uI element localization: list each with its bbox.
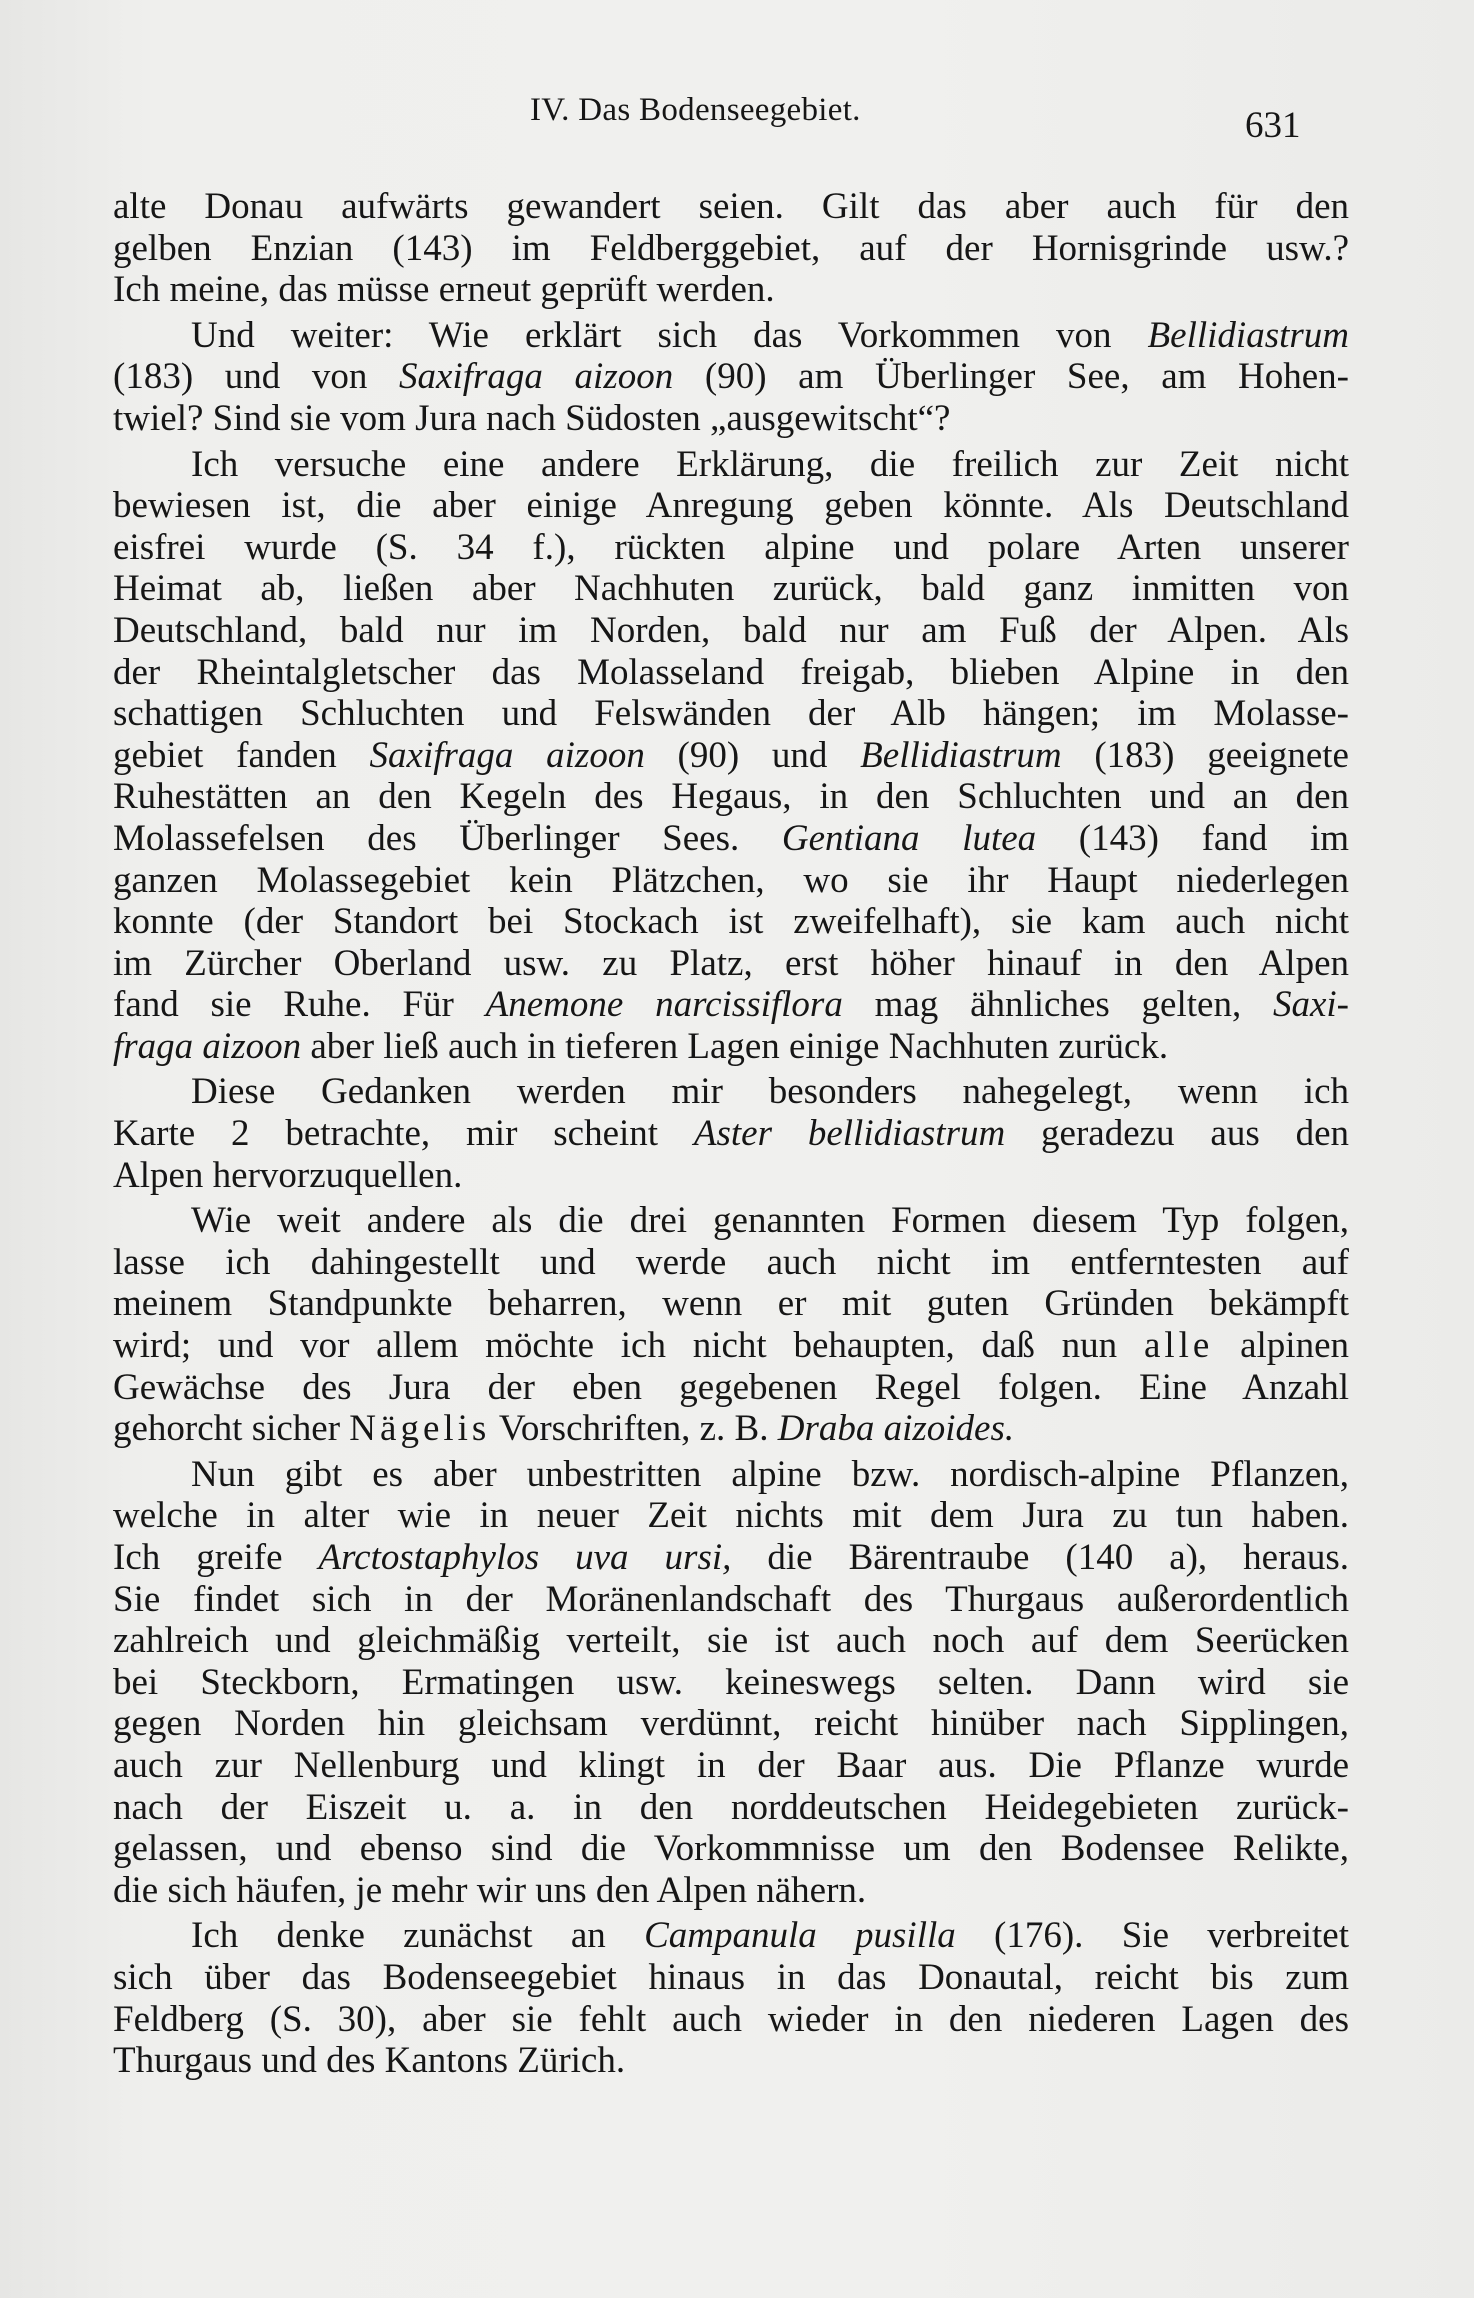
page-number: 631	[1245, 105, 1301, 146]
text-line: ganzen Molassegebiet kein Plätzchen, wo sie ihr Haupt niederlegen	[113, 859, 1349, 901]
text-line: eisfrei wurde (S. 34 f.), rückten alpine und polare Arten unserer	[113, 526, 1349, 568]
text-line: die sich häufen, je mehr wir uns den Alpen nähern.	[113, 1869, 867, 1911]
text-line: bei Steckborn, Ermatingen usw. keineswegs selten. Dann wird sie	[113, 1661, 1349, 1703]
text-line: Molassefelsen des Überlinger Sees. Gentiana lutea (143) fand im	[113, 817, 1350, 859]
text-line: Ruhestätten an den Kegeln des Hegaus, in den Schluchten und an den	[113, 776, 1349, 818]
text-line: gegen Norden hin gleichsam verdünnt, reicht hinüber nach Sipplingen,	[113, 1703, 1349, 1745]
page-body	[113, 186, 1349, 2082]
text-line: Sie findet sich in der Moränenlandschaft des Thurgaus außerordentlich	[113, 1578, 1349, 1620]
text-line: der Rheintalgletscher das Molasseland freigab, blieben Alpine in den	[113, 651, 1349, 693]
text-line: konnte (der Standort bei Stockach ist zweifelhaft), sie kam auch nicht	[113, 901, 1349, 943]
text-line: gelben Enzian (143) im Feldberggebiet, auf der Hornisgrinde usw.?	[113, 227, 1349, 269]
text-line: fand sie Ruhe. Für Anemone narcissiflora mag ähnliches gelten, Saxi-	[113, 984, 1349, 1026]
text-line: Wie weit andere als die drei genannten Formen diesem Typ folgen,	[191, 1200, 1349, 1242]
text-line: Nun gibt es aber unbestritten alpine bzw. nordisch-alpine Pflanzen,	[191, 1453, 1349, 1495]
text-line: Diese Gedanken werden mir besonders nahegelegt, wenn ich	[191, 1071, 1349, 1113]
text-line: fraga aizoon aber ließ auch in tieferen Lagen einige Nachhuten zurück.	[113, 1025, 1169, 1067]
text-line: Ich meine, das müsse erneut geprüft werden.	[113, 269, 775, 311]
text-line: sich über das Bodenseegebiet hinaus in das Donautal, reicht bis zum	[113, 1956, 1349, 1998]
text-line: (183) und von Saxifraga aizoon (90) am Überlinger See, am Hohen-	[113, 356, 1349, 398]
text-line: meinem Standpunkte beharren, wenn er mit guten Gründen bekämpft	[113, 1283, 1349, 1325]
text-line: Und weiter: Wie erklärt sich das Vorkommen von Bellidiastrum	[191, 314, 1349, 356]
text-line: welche in alter wie in neuer Zeit nichts mit dem Jura zu tun haben.	[113, 1495, 1349, 1537]
text-line: twiel? Sind sie vom Jura nach Südosten „ausgewitscht“?	[113, 397, 951, 439]
text-line: Thurgaus und des Kantons Zürich.	[113, 2040, 626, 2082]
text-line: lasse ich dahingestellt und werde auch nicht im entferntesten auf	[113, 1241, 1349, 1283]
text-line: Feldberg (S. 30), aber sie fehlt auch wieder in den niederen Lagen des	[113, 1998, 1349, 2040]
text-line: bewiesen ist, die aber einige Anregung geben könnte. Als Deutschland	[113, 485, 1349, 527]
text-line: gehorcht sicher Nägelis Vorschriften, z. B. Draba aizoides.	[113, 1408, 1015, 1450]
text-line: Ich denke zunächst an Campanula pusilla (176). Sie verbreitet	[191, 1915, 1350, 1957]
text-line: alte Donau aufwärts gewandert seien. Gilt das aber auch für den	[113, 186, 1349, 227]
text-line: Deutschland, bald nur im Norden, bald nur am Fuß der Alpen. Als	[113, 609, 1349, 651]
text-line: Ich greife Arctostaphylos uva ursi, die Bärentraube (140 a), heraus.	[113, 1537, 1349, 1578]
text-line: gelassen, und ebenso sind die Vorkommnisse um den Bodensee Relikte,	[113, 1828, 1349, 1870]
running-head: IV. Das Bodenseegebiet.	[530, 92, 861, 128]
text-line: Heimat ab, ließen aber Nachhuten zurück, bald ganz inmitten von	[113, 568, 1349, 610]
text-line: Ich versuche eine andere Erklärung, die freilich zur Zeit nicht	[191, 443, 1349, 485]
text-line: nach der Eiszeit u. a. in den norddeutschen Heidegebieten zurück-	[113, 1786, 1349, 1828]
text-line: wird; und vor allem möchte ich nicht behaupten, daß nun alle alpinen	[113, 1325, 1349, 1367]
text-line: auch zur Nellenburg und klingt in der Baar aus. Die Pflanze wurde	[113, 1744, 1349, 1786]
text-line: im Zürcher Oberland usw. zu Platz, erst höher hinauf in den Alpen	[113, 942, 1349, 984]
text-line: zahlreich und gleichmäßig verteilt, sie ist auch noch auf dem Seerücken	[113, 1620, 1349, 1662]
text-line: Gewächse des Jura der eben gegebenen Regel folgen. Eine Anzahl	[113, 1366, 1349, 1408]
text-line: Alpen hervorzuquellen.	[113, 1154, 463, 1196]
text-line: gebiet fanden Saxifraga aizoon (90) und Bellidiastrum (183) geeignete	[113, 734, 1349, 776]
text-line: Karte 2 betrachte, mir scheint Aster bellidiastrum geradezu aus den	[113, 1113, 1349, 1155]
text-line: schattigen Schluchten und Felswänden der Alb hängen; im Molasse-	[113, 693, 1349, 735]
